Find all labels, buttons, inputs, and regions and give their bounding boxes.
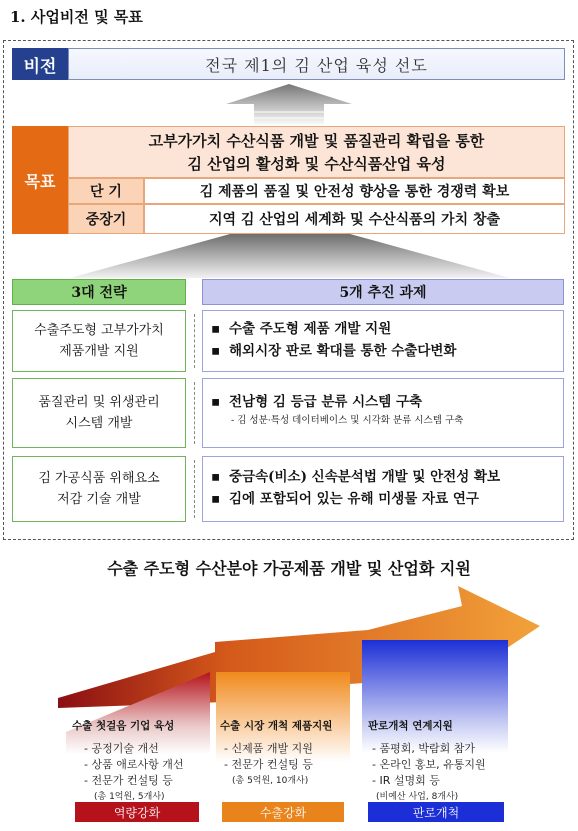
task-1b: 해외시장 판로 확대를 통한 수출다변화: [229, 343, 457, 359]
up-arrow-icon: [224, 82, 354, 126]
card-1: [72, 718, 212, 802]
strategy-1-line2: 제품개발 지원: [59, 344, 139, 359]
strategy-item-2: [12, 378, 186, 448]
task-group-2: [202, 378, 564, 448]
task-group-1: [202, 310, 564, 372]
card-3-item: - 품평회, 박람회 참가: [372, 742, 475, 755]
card-1-title: 수출 첫걸음 기업 육성: [72, 720, 175, 732]
card-3-note: (비예산 사업, 8개사): [376, 792, 459, 802]
task-1a: 수출 주도형 제품 개발 지원: [229, 321, 392, 337]
strategy-3-line2: 저감 기술 개발: [57, 492, 141, 507]
separator: [194, 382, 195, 444]
card-2-item: - 신제품 개발 지원: [224, 742, 313, 755]
strategy-item-1: [12, 310, 186, 372]
strategy-2-line1: 품질관리 및 위생관리: [38, 395, 160, 410]
card-1-item: - 상품 애로사항 개선: [84, 758, 184, 771]
card-3-item: - 온라인 홍보, 유통지원: [372, 758, 486, 771]
card-2: [220, 718, 350, 786]
banner-title: 수출 주도형 수산분야 가공제품 개발 및 산업화 지원: [107, 559, 471, 578]
short-term-label: 단 기: [68, 178, 144, 204]
task-3b: 김에 포함되어 있는 유해 미생물 자료 연구: [229, 491, 479, 507]
strategy-header: 3대 전략: [12, 279, 186, 305]
card-2-footer: 수출강화: [222, 802, 344, 822]
strategy-1-line1: 수출주도형 고부가가치: [34, 323, 164, 338]
task-3a: 중금속(비소) 신속분석법 개발 및 안전성 확보: [229, 469, 501, 485]
bullet-icon: ▪: [211, 491, 221, 507]
task-2a: 전남형 김 등급 분류 시스템 구축: [229, 394, 423, 410]
goal-label: 목표: [12, 126, 68, 234]
goal-main: [68, 126, 565, 178]
strategy-2-line2: 시스템 개발: [65, 416, 133, 431]
separator: [194, 314, 195, 368]
section-heading: 1. 사업비전 및 목표: [10, 8, 143, 26]
vision-label: 비전: [12, 48, 68, 80]
short-term-text: 김 제품의 품질 및 안전성 향상을 통한 경쟁력 확보: [144, 178, 565, 204]
vision-text: 전국 제1의 김 산업 육성 선도: [68, 48, 565, 80]
card-1-item: - 공정기술 개선: [84, 742, 159, 755]
bullet-icon: ▪: [211, 321, 221, 337]
goal-main-line1: 고부가가치 수산식품 개발 및 품질관리 확립을 통한: [148, 132, 485, 150]
card-2-item: - 전문가 컨설팅 등: [224, 758, 313, 771]
card-3-footer: 판로개척: [368, 802, 504, 822]
pyramid-shape: [70, 234, 510, 278]
tasks-header: 5개 추진 과제: [202, 279, 564, 305]
card-2-note: (총 5억원, 10개사): [232, 776, 309, 786]
bullet-icon: ▪: [211, 394, 221, 410]
bullet-icon: ▪: [211, 343, 221, 359]
mid-long-term-text: 지역 김 산업의 세계화 및 수산식품의 가치 창출: [144, 204, 565, 234]
strategy-item-3: [12, 456, 186, 522]
task-2-sub: - 김 성분·특성 데이터베이스 및 시각화 분류 시스템 구축: [231, 415, 464, 426]
strategy-3-line1: 김 가공식품 위해요소: [38, 471, 160, 486]
mid-long-term-label: 중장기: [68, 204, 144, 234]
bullet-icon: ▪: [211, 469, 221, 485]
goal-main-line2: 김 산업의 활성화 및 수산식품산업 육성: [187, 155, 446, 173]
card-1-note: (총 1억원, 5개사): [94, 792, 165, 802]
card-1-item: - 전문가 컨설팅 등: [84, 774, 173, 787]
card-3-item: - IR 설명회 등: [372, 774, 440, 787]
card-2-title: 수출 시장 개척 제품지원: [220, 720, 333, 732]
card-3: [368, 718, 508, 802]
card-3-title: 판로개척 연계지원: [368, 720, 453, 732]
task-group-3: [202, 456, 564, 522]
separator: [194, 460, 195, 518]
card-1-footer: 역량강화: [75, 802, 199, 822]
